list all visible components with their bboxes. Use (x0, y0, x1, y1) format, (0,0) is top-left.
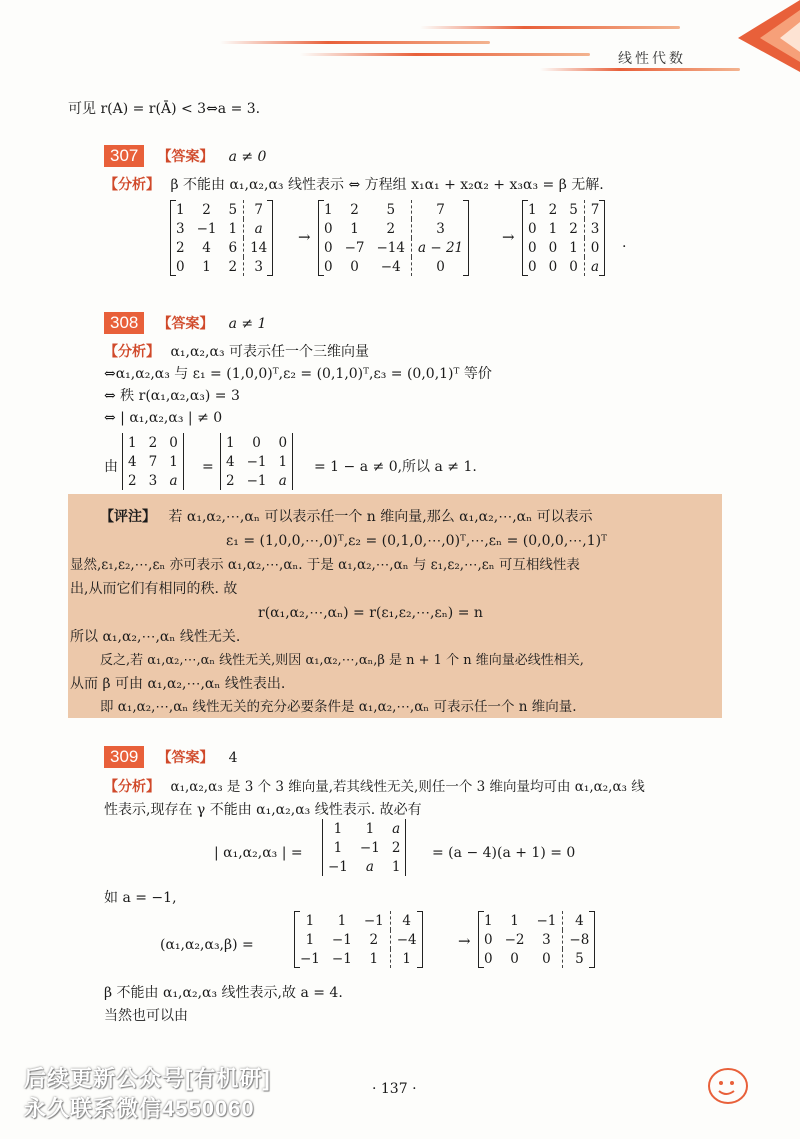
note-line: 出,从而它们有相同的秩. 故 (70, 581, 238, 597)
q308-line: ⇔α₁,α₂,α₃ 与 ε₁ = (1,0,0)ᵀ,ε₂ = (0,1,0)ᵀ,ε₃ = (0,0,1)ᵀ 等价 (104, 366, 492, 382)
analysis-label: 【分析】 (104, 344, 160, 360)
answer-label: 【答案】 (157, 316, 214, 332)
q307-analysis (104, 174, 604, 196)
determinant-309: 1 1 a 1 −1 2 −1 a 1 (322, 819, 406, 876)
header-stripe (220, 41, 490, 44)
watermark-line: 永久联系微信4550060 (24, 1096, 255, 1121)
arrow-icon: → (502, 228, 515, 246)
determinant-d1: 1 2 0 4 7 1 2 3 a (122, 433, 184, 490)
matrix-m3: 1 2 5 7 0 1 2 3 0 0 1 0 0 0 0 a (522, 200, 605, 276)
det-rhs: = (a − 4)(a + 1) = 0 (432, 845, 576, 861)
header-stripe (420, 26, 680, 29)
q308-header (104, 312, 266, 335)
analysis-label: 【分析】 (104, 779, 160, 795)
q309-line: 如 a = −1, (104, 890, 177, 906)
mascot-icon (706, 1066, 750, 1106)
q308-result: = 1 − a ≠ 0,所以 a ≠ 1. (314, 459, 477, 475)
q308-line: ⇔ | α₁,α₂,α₃ | ≠ 0 (104, 410, 223, 426)
q309-header (104, 746, 237, 769)
q309-line: 当然也可以由 (104, 1008, 188, 1024)
q308-by: 由 (104, 459, 118, 475)
matrix-a1: 1 1 −1 4 1 −1 2 −4 −1 −1 1 1 (294, 911, 423, 968)
aug-lhs: (α₁,α₂,α₃,β) = (160, 937, 254, 953)
q309-analysis (104, 776, 645, 798)
arrow-icon: → (298, 228, 311, 246)
analysis-label: 【分析】 (104, 177, 160, 193)
header-subject: 线性代数 (618, 51, 686, 67)
note-label: 【评注】 (100, 509, 156, 525)
intro-line: 可见 r(A) = r(Ā) < 3⇔a = 3. (68, 101, 261, 117)
watermark-line: 后续更新公众号[有机研] (24, 1066, 271, 1091)
q308-line: ⇔ 秩 r(α₁,α₂,α₃) = 3 (104, 388, 240, 404)
question-number: 309 (104, 746, 144, 768)
question-number: 307 (104, 145, 144, 167)
matrix-m2: 1 2 5 7 0 1 2 3 0 −7 −14 a − 21 0 0 −4 0 (318, 200, 469, 276)
corner-logo-icon (738, 0, 800, 72)
page-number: · 137 · (372, 1081, 417, 1097)
answer-value: a ≠ 1 (228, 316, 267, 332)
analysis-text: α₁,α₂,α₃ 是 3 个 3 维向量,若其线性无关,则任一个 3 维向量均可由 α₁,α₂,α₃ 线 (170, 779, 645, 795)
q309-line: β 不能由 α₁,α₂,α₃ 线性表示,故 a = 4. (104, 985, 343, 1001)
analysis-text: α₁,α₂,α₃ 可表示任一个三维向量 (170, 344, 370, 360)
matrix-a2: 1 1 −1 4 0 −2 3 −8 0 0 0 5 (478, 911, 595, 968)
answer-label: 【答案】 (157, 149, 214, 165)
answer-label: 【答案】 (157, 750, 214, 766)
note-line: 显然,ε₁,ε₂,⋯,εₙ 亦可表示 α₁,α₂,⋯,αₙ. 于是 α₁,α₂,⋯,αₙ 与 ε₁,ε₂,⋯,εₙ 可互相线性表 (70, 557, 580, 573)
answer-value: 4 (228, 750, 238, 766)
det-lhs: | α₁,α₂,α₃ | = (214, 845, 303, 861)
determinant-d2: 1 0 0 4 −1 1 2 −1 a (220, 433, 293, 490)
note-line: 即 α₁,α₂,⋯,αₙ 线性无关的充分必要条件是 α₁,α₂,⋯,αₙ 可表示任一个 n 维向量. (100, 699, 577, 715)
note-line: 反之,若 α₁,α₂,⋯,αₙ 线性无关,则因 α₁,α₂,⋯,αₙ,β 是 n + 1 个 n 维向量必线性相关, (100, 653, 584, 668)
q309-line: 性表示,现存在 γ 不能由 α₁,α₂,α₃ 线性表示. 故必有 (104, 802, 422, 818)
question-number: 308 (104, 312, 144, 334)
q308-analysis (104, 341, 369, 363)
analysis-text: β 不能由 α₁,α₂,α₃ 线性表示 ⇔ 方程组 x₁α₁ + x₂α₂ + x₃α₃ = β 无解. (170, 177, 604, 193)
note-line: ε₁ = (1,0,0,⋯,0)ᵀ,ε₂ = (0,1,0,⋯,0)ᵀ,⋯,εₙ = (0,0,0,⋯,1)ᵀ (226, 533, 607, 549)
matrix-m1: 1 2 5 7 3 −1 1 a 2 4 6 14 0 1 2 3 (170, 200, 273, 276)
note-line: 所以 α₁,α₂,⋯,αₙ 线性无关. (70, 629, 241, 645)
note-line: 【评注】 若 α₁,α₂,⋯,αₙ 可以表示任一个 n 维向量,那么 α₁,α₂,⋯,αₙ 可以表示 (100, 509, 593, 525)
header-stripe (300, 53, 590, 56)
answer-value: a ≠ 0 (228, 149, 267, 165)
q307-end: . (622, 235, 627, 251)
q307-header (104, 145, 266, 168)
arrow-icon: → (458, 932, 471, 950)
note-line: 从而 β 可由 α₁,α₂,⋯,αₙ 线性表出. (70, 676, 286, 692)
note-line: r(α₁,α₂,⋯,αₙ) = r(ε₁,ε₂,⋯,εₙ) = n (258, 605, 483, 621)
equals-sign: = (202, 459, 214, 475)
